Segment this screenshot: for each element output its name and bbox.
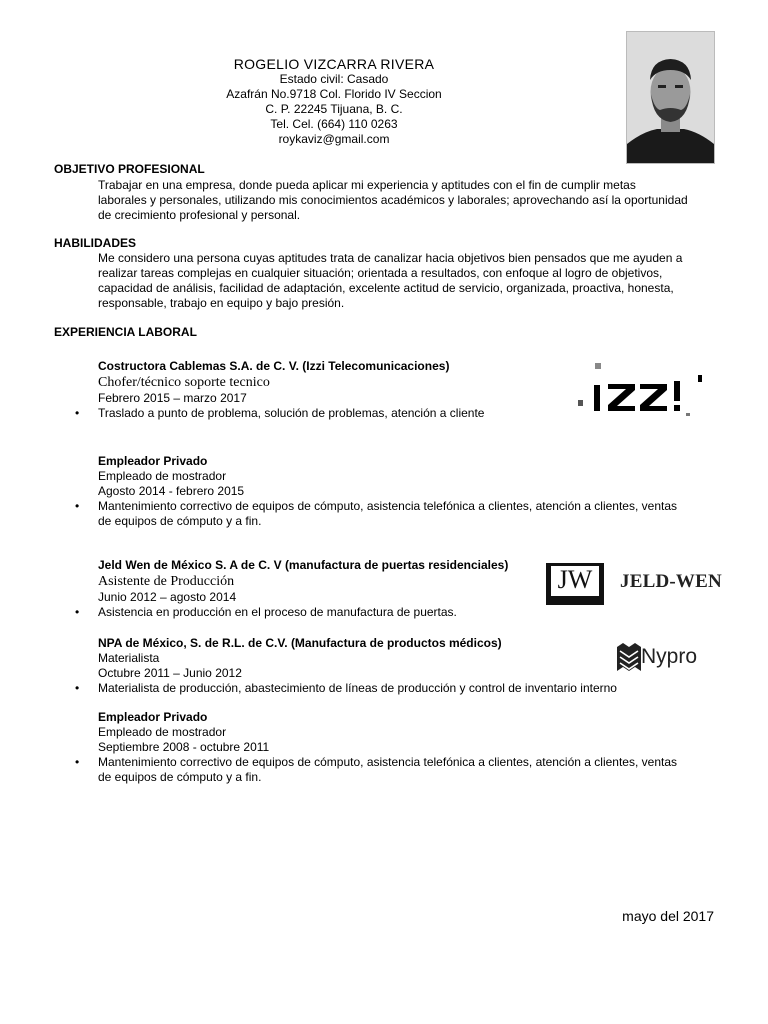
skills-heading: HABILIDADES (54, 236, 137, 250)
experience-heading: EXPERIENCIA LABORAL (54, 325, 197, 339)
job-bullet-text: Mantenimiento correctivo de equipos de cómputo, asistencia telefónica a clientes, atención a clientes, ventas (98, 755, 677, 769)
job-bullet-text: Mantenimiento correctivo de equipos de cómputo, asistencia telefónica a clientes, atención a clientes, ventas (98, 499, 677, 513)
bullet-icon: • (75, 605, 80, 619)
objective-line: Trabajar en una empresa, donde pueda aplicar mi experiencia y aptitudes con el fin de cumplir metas (98, 178, 636, 192)
job-bullet-text: de equipos de cómputo y a fin. (98, 514, 262, 528)
job-bullet (75, 605, 457, 620)
job-role: Empleado de mostrador (98, 469, 227, 483)
bullet-icon: • (75, 681, 80, 695)
job-dates: Junio 2012 – agosto 2014 (98, 590, 237, 604)
job-bullet (75, 499, 714, 529)
bullet-icon: • (75, 755, 80, 769)
bullet-icon: • (75, 406, 80, 420)
job-bullet-text: de equipos de cómputo y a fin. (98, 770, 262, 784)
skills-line: capacidad de análisis, facilidad de adaptación, excelente actitud de servicio, organizada, proactiva, honesta, (98, 281, 674, 295)
jeld-wen-monogram-logo (546, 563, 604, 605)
job-company: Empleador Privado (98, 710, 208, 724)
job-company: Costructora Cablemas S.A. de C. V. (Izzi Telecomunicaciones) (98, 359, 450, 373)
bullet-icon: • (75, 499, 80, 513)
job-bullet-text: Asistencia en producción en el proceso de manufactura de puertas. (98, 605, 457, 619)
job-bullet (75, 755, 714, 785)
job-bullet-text: Materialista de producción, abastecimiento de líneas de producción y control de inventario interno (98, 681, 617, 695)
skills-line: Me considero una persona cuyas aptitudes trata de canalizar hacia objetivos bien pensados que me ayuden a (98, 251, 683, 265)
job-company: Jeld Wen de México S. A de C. V (manufactura de puertas residenciales) (98, 558, 509, 572)
nypro-wordmark: Nypro (641, 645, 698, 668)
objective-line: de crecimiento profesional y personal. (98, 208, 301, 222)
skills-line: responsable, trabajo en equipo y bajo presión. (98, 296, 345, 310)
civil-status: Estado civil: Casado (279, 72, 389, 86)
objective-text (98, 178, 714, 223)
postal-city: C. P. 22245 Tijuana, B. C. (265, 102, 403, 116)
header (184, 56, 484, 147)
job-dates: Septiembre 2008 - octubre 2011 (98, 740, 270, 754)
job-role: Asistente de Producción (98, 574, 235, 589)
job-dates: Octubre 2011 – Junio 2012 (98, 666, 242, 680)
job-bullet (75, 681, 617, 696)
jeld-wen-wordmark: JELD-WEN (620, 571, 722, 592)
objective-line: laborales y personales, utilizando mis conocimientos académicos y laborales; aprovechando así la oportunidad (98, 193, 688, 207)
job-role: Empleado de mostrador (98, 725, 227, 739)
job-company: Empleador Privado (98, 454, 208, 468)
izzi-logo (574, 360, 706, 416)
job-dates: Febrero 2015 – marzo 2017 (98, 391, 247, 405)
email: roykaviz@gmail.com (278, 132, 390, 146)
job-company: NPA de México, S. de R.L. de C.V. (Manufactura de productos médicos) (98, 636, 502, 650)
job-role: Materialista (98, 651, 160, 665)
job-bullet-text: Traslado a punto de problema, solución de problemas, atención a cliente (98, 406, 485, 420)
nypro-mark-icon (615, 641, 643, 675)
skills-line: realizar tareas complejas en cualquier situación; orientada a resultados, con enfoque al logro de objetivos, (98, 266, 663, 280)
job-dates: Agosto 2014 - febrero 2015 (98, 484, 245, 498)
objective-heading: OBJETIVO PROFESIONAL (54, 162, 205, 176)
jw-monogram: JW (557, 565, 593, 594)
job-bullet (75, 406, 485, 421)
profile-photo (626, 31, 715, 164)
nypro-logo (615, 640, 705, 676)
job-role: Chofer/técnico soporte tecnico (98, 375, 270, 390)
address: Azafrán No.9718 Col. Florido IV Seccion (226, 87, 442, 101)
skills-text (98, 251, 714, 311)
candidate-name: ROGELIO VIZCARRA RIVERA (233, 56, 435, 72)
phone: Tel. Cel. (664) 110 0263 (270, 117, 398, 131)
document-date: mayo del 2017 (622, 908, 714, 924)
